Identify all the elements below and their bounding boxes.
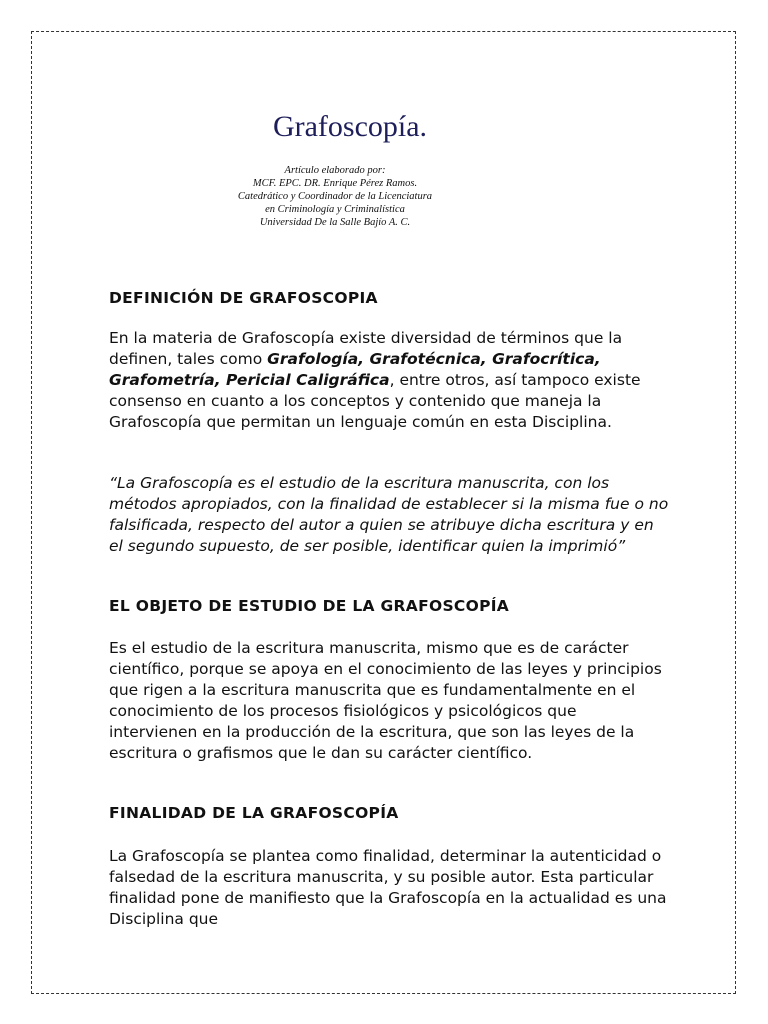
credit-line: Artículo elaborado por: [284,165,386,176]
paragraph-objeto: Es el estudio de la escritura manuscrita, mismo que es de carácter científico, porque se apoya en el conocimiento de las leyes y principios que rigen a la escritura manuscrita que es fundamentalmente en el conocimiento de los procesos fisiológicos y psicológicos que intervienen en la producción de la escritura, que son las leyes de la escritura o grafismos que le dan su carácter científico. [109,639,662,762]
credit-line: MCF. EPC. DR. Enrique Pérez Ramos. [252,178,418,189]
credit-line: Catedrático y Coordinador de la Licenciatura [237,191,433,202]
paragraph-finalidad: La Grafoscopía se plantea como finalidad, determinar la autenticidad o falsedad de la escritura manuscrita, y su posible autor. Esta particular finalidad pone de manifiesto que la Grafoscopía en la actualidad es una Disciplina que [109,847,667,928]
author-credits [0,164,670,229]
section-heading-objeto: EL OBJETO DE ESTUDIO DE LA GRAFOSCOPÍA [109,597,510,615]
credit-line: Universidad De la Salle Bajío A. C. [259,217,411,228]
section-heading-finalidad: FINALIDAD DE LA GRAFOSCOPÍA [109,804,399,822]
document-title: Grafoscopía. [272,110,428,143]
section-heading-definicion: DEFINICIÓN DE GRAFOSCOPIA [109,289,378,307]
emphasized-terms: Grafología, Grafotécnica, Grafocrítica, Grafometría, Pericial Caligráfica [109,350,601,389]
credit-line: en Criminología y Criminalística [265,204,405,215]
definition-quote: “La Grafoscopía es el estudio de la escritura manuscrita, con los métodos apropiados, con la finalidad de establecer si la misma fue o no falsificada, respecto del autor a quien se atribuye dicha escritura y en el segundo supuesto, de ser posible, identificar quien la imprimió” [109,474,669,555]
paragraph-definicion [109,328,669,433]
paragraph-text: , entre otros, así tampoco existe consenso en cuanto a los conceptos y contenido que maneja la Grafoscopía que permitan un lenguaje común en esta Disciplina. [109,371,641,431]
paragraph-text: En la materia de Grafoscopía existe diversidad de términos que la definen, tales como [109,329,623,368]
